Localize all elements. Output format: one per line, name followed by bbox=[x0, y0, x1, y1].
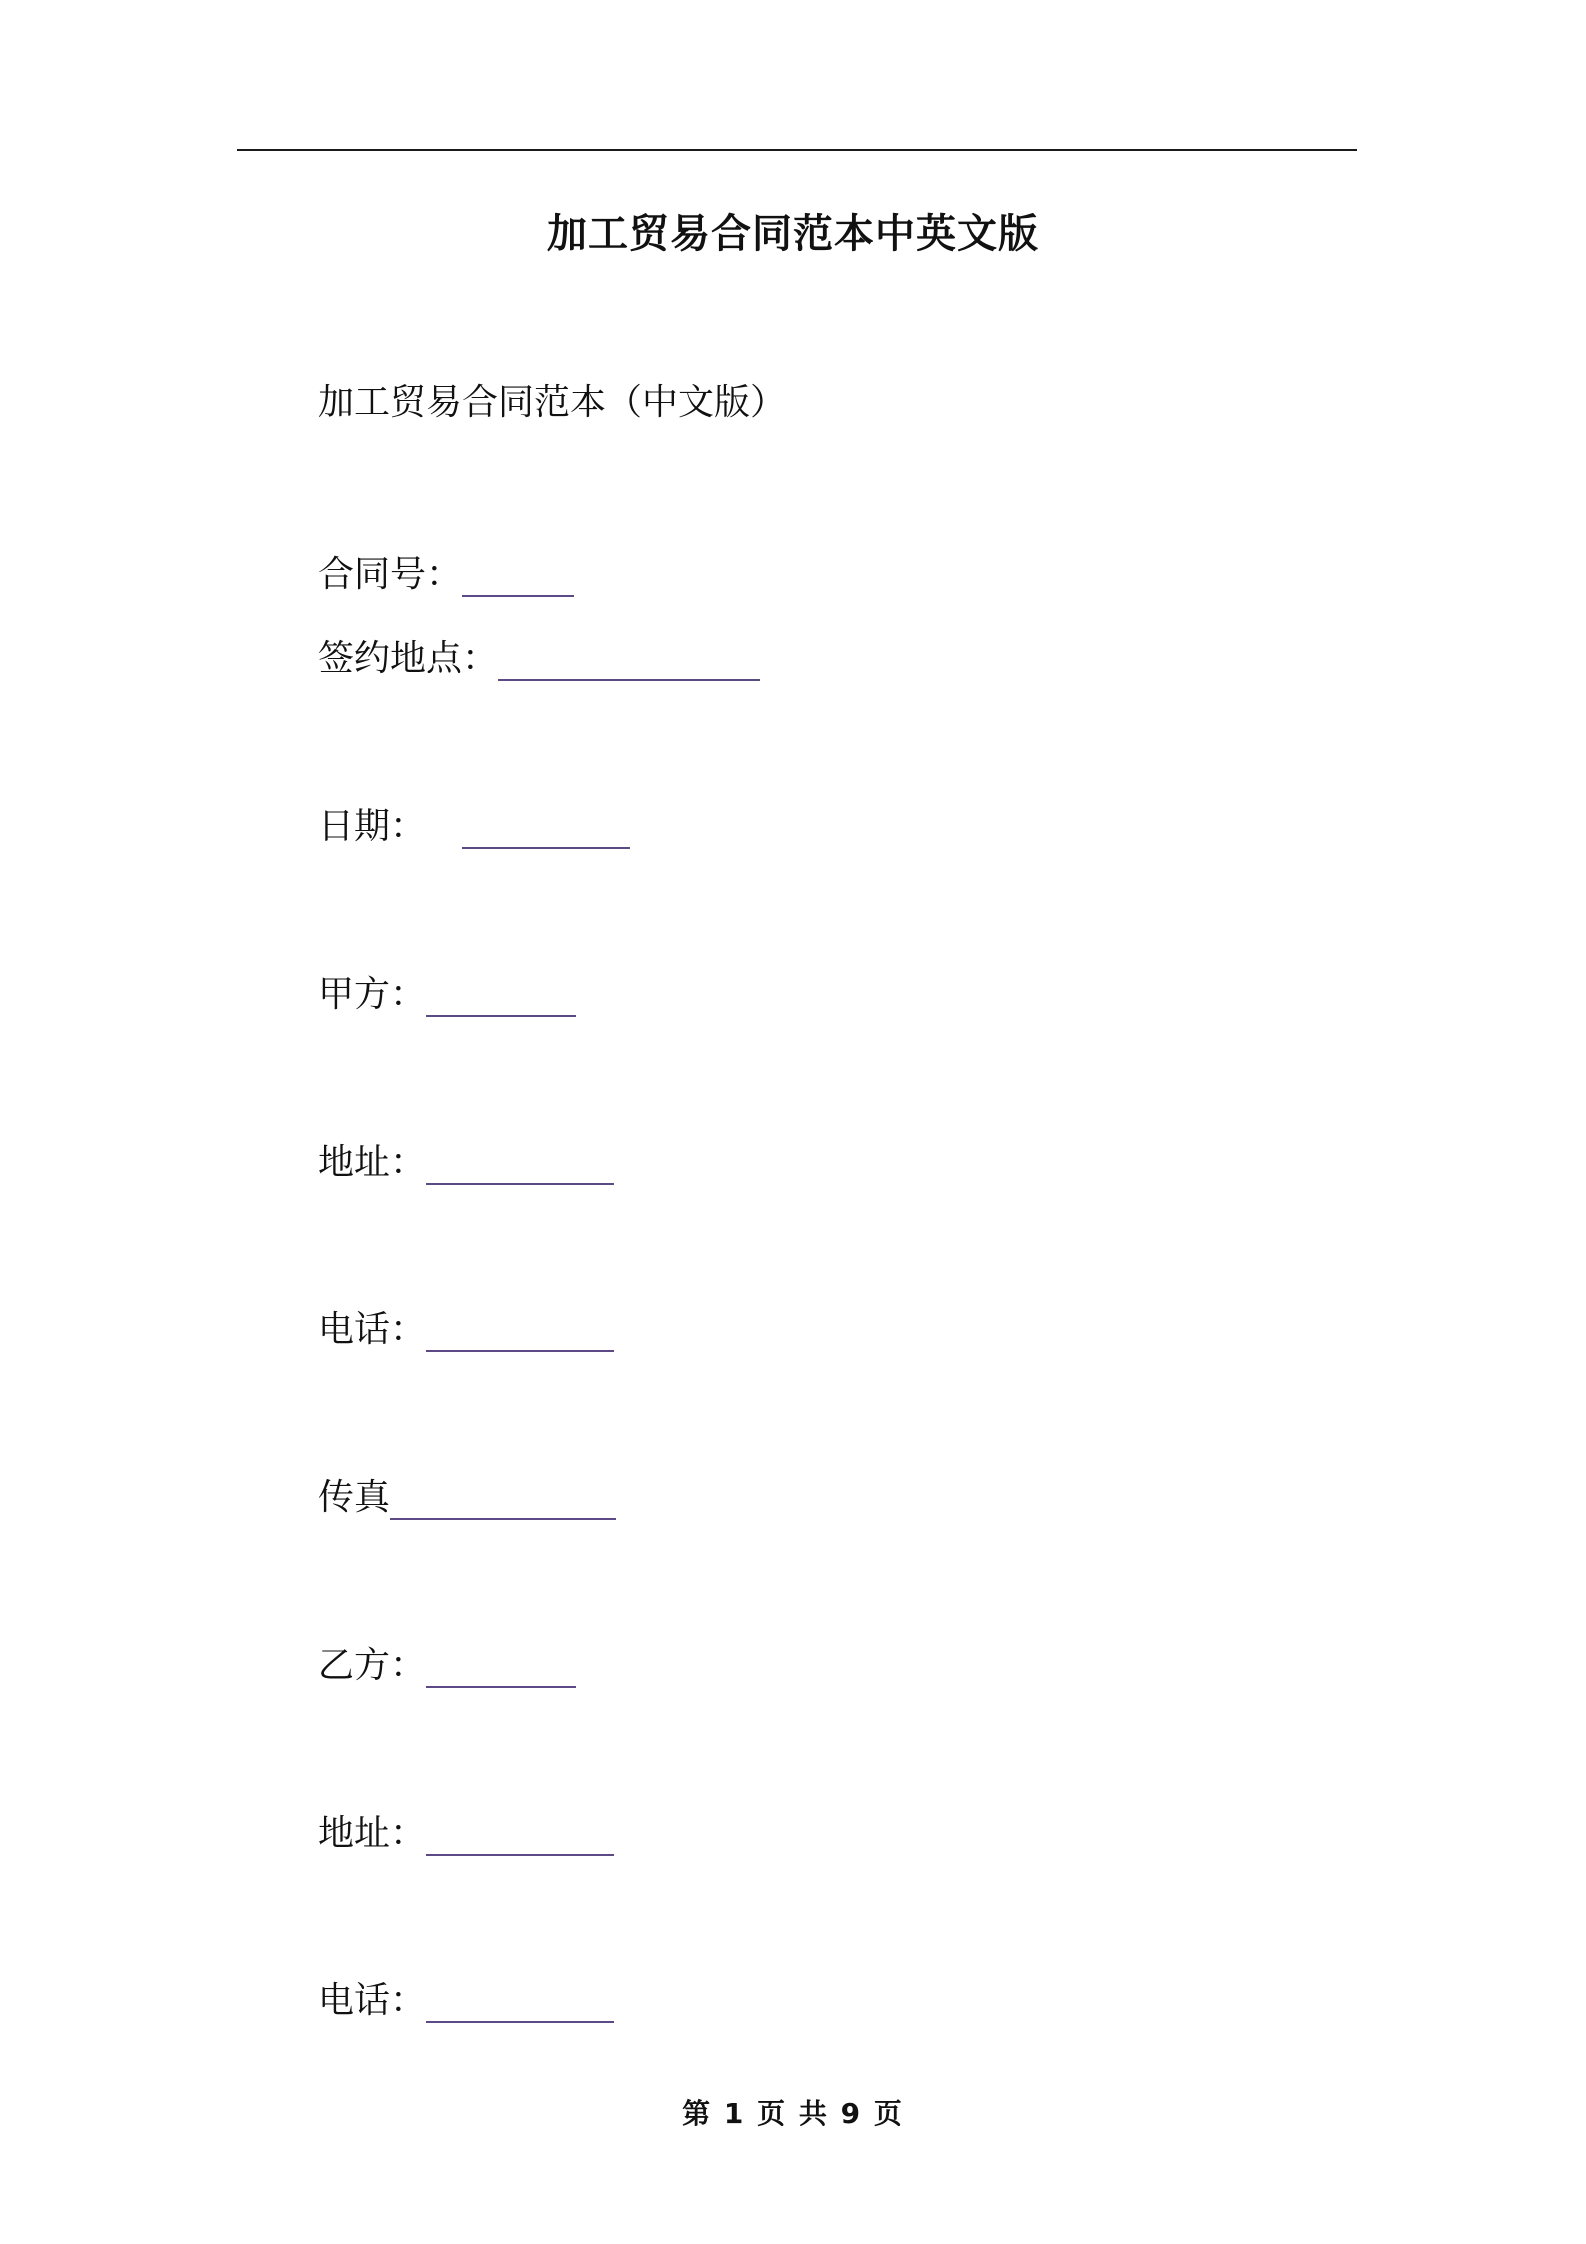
party-b-phone-blank bbox=[426, 1983, 614, 2023]
field-label: 电话： bbox=[318, 1980, 427, 2021]
party-b-blank bbox=[426, 1648, 576, 1688]
document-subtitle: 加工贸易合同范本（中文版） bbox=[318, 382, 787, 423]
contract-number-field bbox=[318, 546, 574, 597]
date-blank bbox=[462, 809, 630, 849]
date-field bbox=[318, 798, 630, 849]
party-b-field bbox=[318, 1637, 576, 1688]
party-b-address-blank bbox=[426, 1816, 614, 1856]
field-label: 合同号： bbox=[318, 554, 463, 595]
page-indicator: 第 1 页 共 9 页 bbox=[682, 2097, 904, 2130]
field-label: 乙方： bbox=[318, 1645, 427, 1686]
field-label: 传真 bbox=[318, 1477, 391, 1518]
field-label: 签约地点： bbox=[318, 638, 499, 679]
signing-place-field bbox=[318, 630, 760, 681]
header-rule bbox=[237, 149, 1357, 151]
field-label: 电话： bbox=[318, 1309, 427, 1350]
signing-place-blank bbox=[498, 641, 760, 681]
party-a-blank bbox=[426, 977, 576, 1017]
party-a-fax-blank bbox=[390, 1480, 616, 1520]
party-a-fax-field bbox=[318, 1469, 616, 1520]
party-a-address-field bbox=[318, 1134, 614, 1185]
field-label: 甲方： bbox=[318, 974, 427, 1015]
document-title: 加工贸易合同范本中英文版 bbox=[547, 210, 1039, 257]
field-label: 日期： bbox=[318, 806, 427, 847]
field-label: 地址： bbox=[318, 1813, 427, 1854]
party-a-field bbox=[318, 966, 576, 1017]
party-b-address-field bbox=[318, 1805, 614, 1856]
party-a-phone-field bbox=[318, 1301, 614, 1352]
contract-number-blank bbox=[462, 557, 574, 597]
party-a-phone-blank bbox=[426, 1312, 614, 1352]
party-a-address-blank bbox=[426, 1145, 614, 1185]
party-b-phone-field bbox=[318, 1972, 614, 2023]
field-label: 地址： bbox=[318, 1142, 427, 1183]
